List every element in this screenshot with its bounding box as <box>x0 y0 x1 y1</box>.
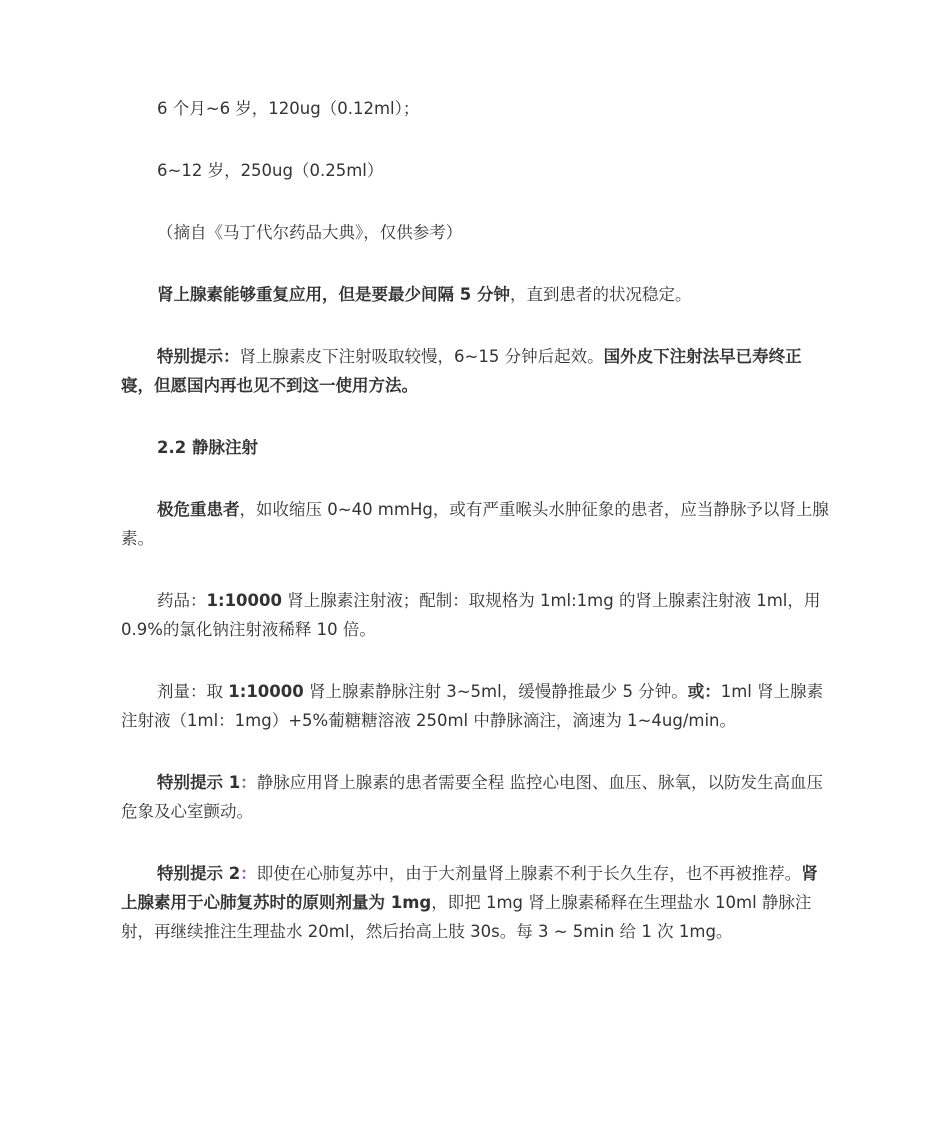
special-note-bold: 国外皮下注射法早已寿终正寝，但愿国内再也见不到这一使用方法。 <box>121 347 802 395</box>
special-note-1-colon: ： <box>240 773 257 792</box>
dose-text: 6~12 岁，250ug（0.25ml） <box>157 161 384 180</box>
dose-6-to-12-years <box>121 156 831 185</box>
drug-preparation-text: 肾上腺素注射液；配制：取规格为 1ml:1mg 的肾上腺素注射液 1ml，用 0.9%的氯化钠注射液稀释 10 倍。 <box>121 591 821 639</box>
repeat-dose-rest: ，直到患者的状况稳定。 <box>509 285 692 304</box>
critical-patient-paragraph <box>121 495 831 553</box>
dosage-alt-text: 1ml 肾上腺素注射液（1ml：1mg）+5%葡糖糖溶液 250ml 中静脉滴注，滴速为 1~4ug/min。 <box>121 682 824 730</box>
special-note-2-rest: ，即把 1mg 肾上腺素稀释在生理盐水 10ml 静脉注射，再继续推注生理盐水 20ml，然后抬高上肢 30s。每 3 ~ 5min 给 1 次 1mg。 <box>121 893 812 941</box>
dosage-text: 肾上腺素静脉注射 3~5ml，缓慢静推最少 5 分钟。 <box>303 682 688 701</box>
repeat-dose-bold: 肾上腺素能够重复应用，但是要最少间隔 5 分钟 <box>157 285 510 304</box>
dosage-or-bold: 或： <box>687 682 721 701</box>
special-note-text: 肾上腺素皮下注射吸取较慢，6~15 分钟后起效。 <box>239 347 604 366</box>
special-note-label: 特别提示： <box>157 347 240 366</box>
dosage-ratio-bold: 1:10000 <box>228 682 304 701</box>
document-page <box>121 94 831 979</box>
special-note-2-bold: 肾上腺素用于心肺复苏时的原则剂量为 1mg <box>121 864 818 912</box>
critical-patient-bold: 极危重患者 <box>157 500 240 519</box>
special-note-1-label: 特别提示 1 <box>157 773 241 792</box>
source-note <box>121 218 831 247</box>
section-heading-text: 2.2 静脉注射 <box>157 438 258 457</box>
special-note-2-colon: ： <box>240 864 257 883</box>
special-note-2-text: 即使在心肺复苏中，由于大剂量肾上腺素不利于长久生存，也不再被推荐。 <box>256 864 802 883</box>
source-text: （摘自《马丁代尔药品大典》，仅供参考） <box>157 223 463 242</box>
critical-patient-rest: ，如收缩压 0~40 mmHg，或有严重喉头水肿征象的患者，应当静脉予以肾上腺素。 <box>121 500 829 548</box>
special-note-2-label: 特别提示 2 <box>157 864 241 883</box>
drug-preparation-paragraph <box>121 586 831 644</box>
drug-ratio-bold: 1:10000 <box>206 591 282 610</box>
dose-text: 6 个月~6 岁，120ug（0.12ml）； <box>157 99 420 118</box>
dosage-label: 剂量：取 <box>157 682 229 701</box>
section-heading <box>121 433 831 462</box>
drug-label: 药品： <box>157 591 207 610</box>
special-note-1 <box>121 768 831 826</box>
repeat-dose-paragraph <box>121 280 831 309</box>
special-note-2 <box>121 859 831 946</box>
dose-6-months-to-6-years <box>121 94 831 123</box>
dosage-paragraph <box>121 677 831 735</box>
special-note-subcutaneous <box>121 342 831 400</box>
special-note-1-text: 静脉应用肾上腺素的患者需要全程 监控心电图、血压、脉氧，以防发生高血压危象及心室颤动。 <box>121 773 823 821</box>
